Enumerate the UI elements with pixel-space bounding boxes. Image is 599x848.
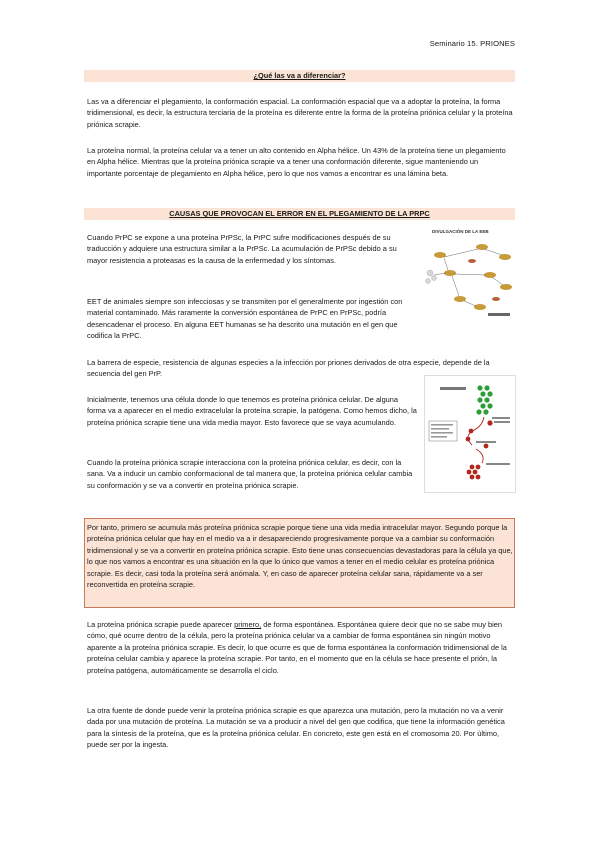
cow-icon <box>468 259 500 301</box>
diagram-frame <box>425 376 516 493</box>
bse-spread-figure <box>420 225 520 325</box>
paragraph: La proteína normal, la proteína celular va a tener un alto contenido en Alpha hélice. Un 43% de la proteína tiene un plegamiento en Alpha hélice. Mientras que la proteína priónica scrapie va a tener una conformación diferente, sigue manteniendo un importante porcentaje de plegamiento en Alpha hélice, pero lo que nos vamos a encontrar es una lámina beta. <box>87 146 506 178</box>
section-heading-text: ¿Qué las va a diferenciar? <box>253 71 346 80</box>
header-title: Seminario 15. PRIONES <box>429 39 515 48</box>
paragraph: Cuando PrPC se expone a una proteína PrPSc, la PrPC sufre modificaciones después de su traducción y adquiere una estructura similar a la PrPSc. La acumulación de PrPSc debido a su mayor resistencia a proteasas es la causa de la enfermedad y los síntomas. <box>87 233 397 265</box>
paragraph: Cuando la proteína priónica scrapie interacciona con la proteína priónica celular, es decir, con la sana. Va a inducir un cambio conformacional de tal manera que, la proteína priónica celular cambia su conformación y se va a convertir en proteína priónica scrapie. <box>87 458 413 490</box>
text-span: La proteína priónica scrapie puede aparecer <box>87 620 235 629</box>
diagram-label <box>476 441 496 443</box>
paragraph: Inicialmente, tenemos una célula donde lo que tenemos es proteína priónica celular. De alguna forma va a aparecer en el medio extracelular la proteína scrapie, la patógena. Como hemos dicho, la proteína priónica scrapie tiene una vida media mayor. Esto favorece que se vaya acumulando. <box>87 395 417 427</box>
highlight-paragraph: Por tanto, primero se acumula más proteína priónica scrapie porque tiene una vida media intracelular mayor. Segundo porque la proteína priónica celular que hay en el medio va a ir desapareciendo progresivamente porque va a cambiar su conformación tridimensional y se va a convertir en proteína priónica scrapie. Esto tiene unas consecuencias devastadoras para la célula ya que, lo que nos vamos a encontrar es una situación en la que lo único que vamos a tener en el medio celular es proteína priónica scrapie. Es decir, casi toda la proteína será anómala. Y, en caso de aparecer proteína celular sana, rápidamente va a ser reconvertida en proteína scrapie. <box>87 523 513 590</box>
diagram-label <box>440 387 466 390</box>
caption-mark <box>488 313 510 316</box>
paragraph: Las va a diferenciar el plegamiento, la conformación espacial. La conformación espacial que va a adoptar la proteína, la forma tridimensional, es decir, la estructura terciaria de la proteína es diferente entre la forma de la proteína priónica celular y la proteína priónica scrapie. <box>87 97 513 129</box>
diagram-label <box>486 463 510 465</box>
section-heading-causas <box>84 208 515 220</box>
cow-icon <box>434 244 512 310</box>
paragraph <box>87 619 515 676</box>
underlined-text: primero, <box>234 620 262 629</box>
diagram-label <box>494 421 510 423</box>
arrow-icon <box>434 249 503 306</box>
figure-title: DIVULGACIÓN DE LA EEB <box>432 229 489 234</box>
section-heading-diferenciar <box>84 70 515 82</box>
paragraph: EET de animales siempre son infecciosas y se transmiten por el generalmente por ingestión con material contaminado. Más raramente la conversión espontánea de PrPC en PrPSc, podría desencadenar el proceso. En alguna EET humanas se ha descrito una mutación en el gen que codifica la PrPC. <box>87 297 403 341</box>
conversion-diagram <box>424 375 516 493</box>
paragraph: La barrera de especie, resistencia de algunas especies a la infección por priones derivados de otra especie, depende de la secuencia del gen PrP. <box>87 358 490 379</box>
paragraph: La otra fuente de donde puede venir la proteína priónica scrapie es que aparezca una mutación, pero la mutación no va a venir dada por una mutación de proteína. La mutación se va a producir a nivel del gen que codifica, que tiene la información genética para la síntesis de la proteína, que es la proteína priónica celular. En concreto, este gen está en el cromosoma 20. Por último, puede ser por la ingesta. <box>87 706 505 750</box>
section-heading-text: CAUSAS QUE PROVOCAN EL ERROR EN EL PLEGAMIENTO DE LA PRPC <box>169 209 430 218</box>
diagram-label <box>492 417 510 419</box>
sheep-icon <box>426 270 437 284</box>
text-span: de forma espontánea. Espontánea quiere decir que no se sabe muy bien cómo, qué ocurre dentro de la célula, pero la proteína priónica celular va a cambiar de forma espontánea sin ningún motivo aparente a la proteína priónica scrapie. Es decir, lo que ocurre es que de forma espontánea la conformación tridimensional de la proteína celular cambia y aparece la proteína scrapie. Por tanto, en el momento que en la célula se hace presente el prión, la proteína patógena, automáticamente se desarrolla el ciclo. <box>87 620 507 675</box>
